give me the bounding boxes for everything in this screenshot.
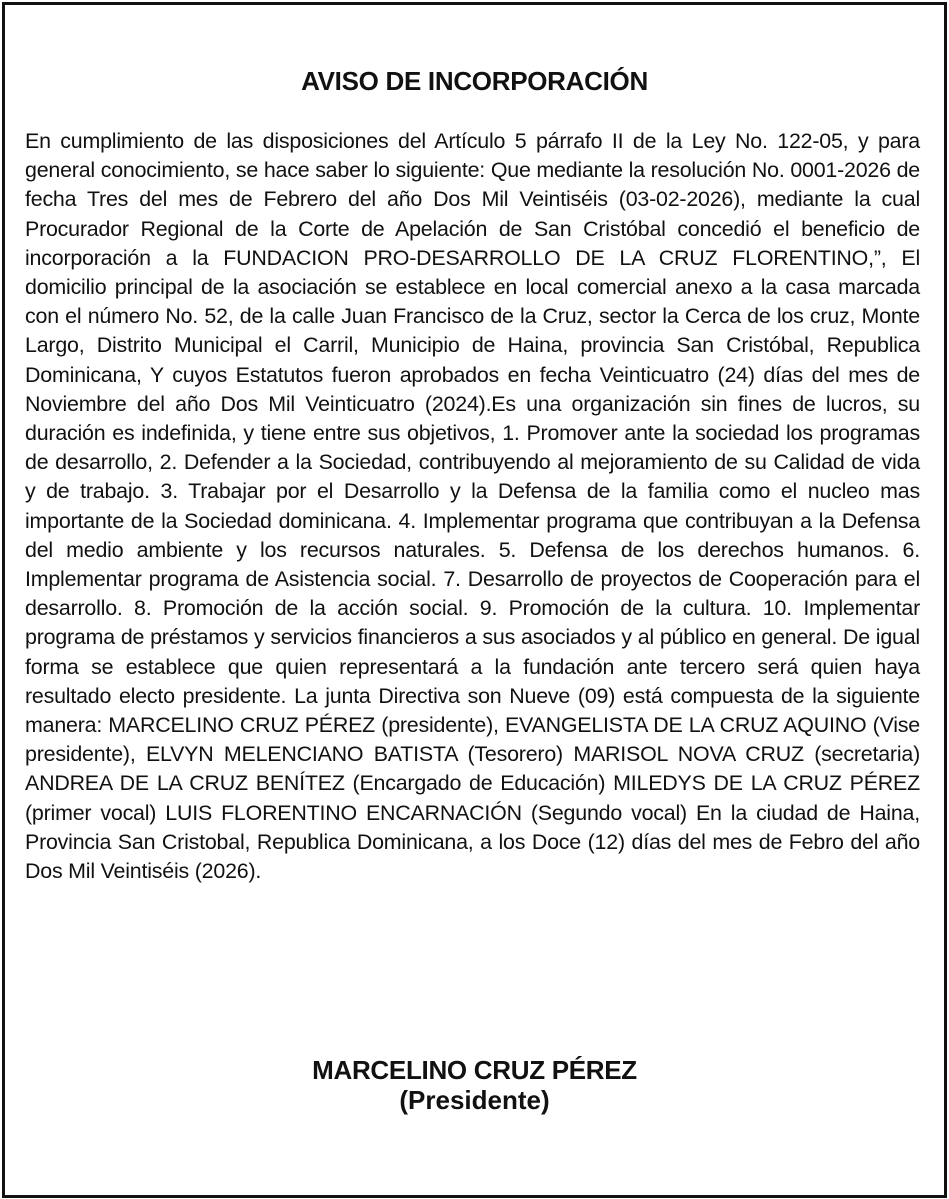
- notice-body: En cumplimiento de las disposiciones del Artículo 5 párrafo II de la Ley No. 122-05, y para general conocimiento, se hace saber lo siguiente: Que mediante la resolución No. 0001-2026 de fecha Tres del mes de Febrero del año Dos Mil Veintiséis (03-02-2026), mediante la cual Procurador Regional de la Corte de Apelación de San Cristóbal concedió el beneficio de incorporación a la FUNDACION PRO-DESARROLLO DE LA CRUZ FLORENTINO,”, El domicilio principal de la asociación se establece en local comercial anexo a la casa marcada con el número No. 52, de la calle Juan Francisco de la Cruz, sector la Cerca de los cruz, Monte Largo, Distrito Municipal el Carril, Municipio de Haina, provincia San Cristóbal, Republica Dominicana, Y cuyos Estatutos fueron aprobados en fecha Veinticuatro (24) días del mes de Noviembre del año Dos Mil Veinticuatro (2024).Es una organización sin fines de lucros, su duración es indefinida, y tiene entre sus objetivos, 1. Promover ante la sociedad los programas de desarrollo, 2. Defender a la Sociedad, contribuyendo al mejoramiento de su Calidad de vida y de trabajo. 3. Trabajar por el Desarrollo y la Defensa de la familia como el nucleo mas importante de la Sociedad dominicana. 4. Implementar programa que contribuyan a la Defensa del medio ambiente y los recursos naturales. 5. Defensa de los derechos humanos. 6. Implementar programa de Asistencia social. 7. Desarrollo de proyectos de Cooperación para el desarrollo. 8. Promoción de la acción social. 9. Promoción de la cultura. 10. Implementar programa de préstamos y servicios financieros a sus asociados y al público en general. De igual forma se establece que quien representará a la fundación ante tercero será quien haya resultado electo presidente. La junta Directiva son Nueve (09) está compuesta de la siguiente manera: MARCELINO CRUZ PÉREZ (presidente), EVANGELISTA DE LA CRUZ AQUINO (Vise presidente), ELVYN MELENCIANO BATISTA (Tesorero) MARISOL NOVA CRUZ (secretaria) ANDREA DE LA CRUZ BENÍTEZ (Encargado de Educación) MILEDYS DE LA CRUZ PÉREZ (primer vocal) LUIS FLORENTINO ENCARNACIÓN (Segundo vocal) En la ciudad de Haina, Provincia San Cristobal, Republica Dominicana, a los Doce (12) días del mes de Febro del año Dos Mil Veintiséis (2026).: [25, 129, 920, 884]
- notice-frame: [2, 2, 947, 1198]
- signature-block: [5, 1055, 944, 1115]
- notice-title: AVISO DE INCORPORACIÓN: [301, 66, 648, 96]
- signature-role: (Presidente): [399, 1085, 550, 1115]
- signature-name: MARCELINO CRUZ PÉREZ: [312, 1055, 637, 1085]
